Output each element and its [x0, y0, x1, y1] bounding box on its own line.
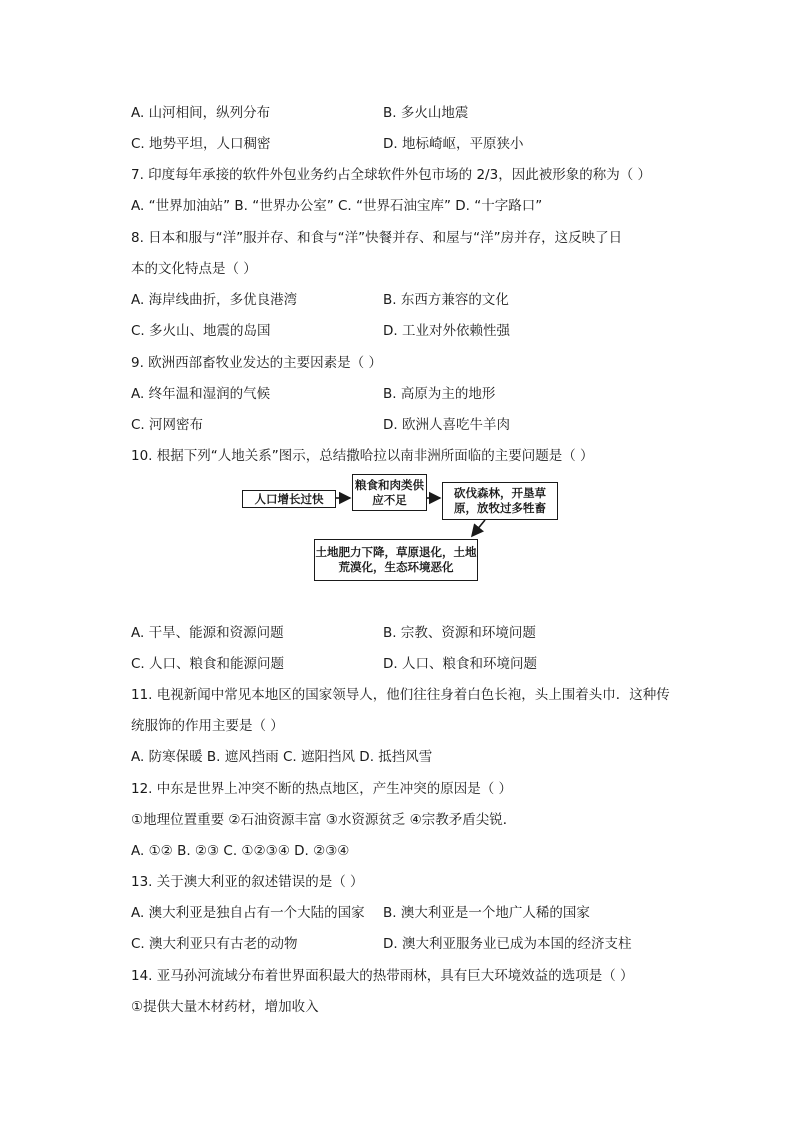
human-land-relationship-diagram [240, 474, 560, 586]
q13-stem: 13. 关于澳大利亚的叙述错误的是（ ） [131, 874, 364, 890]
q9-option-a: A. 终年温和湿润的气候 [131, 386, 271, 402]
q13-option-c: C. 澳大利亚只有古老的动物 [131, 936, 298, 952]
diagram-box-degradation: 土地肥力下降，草原退化，土地荒漠化，生态环境恶化 [314, 539, 478, 581]
q13-option-b: B. 澳大利亚是一个地广人稀的国家 [383, 905, 590, 921]
q8-option-d: D. 工业对外依赖性强 [383, 323, 510, 339]
q8-stem-cont: 本的文化特点是（ ） [131, 261, 257, 277]
q10-option-a: A. 干旱、能源和资源问题 [131, 625, 284, 641]
q10-stem: 10. 根据下列“人地关系”图示，总结撒哈拉以南非洲所面临的主要问题是（ ） [131, 448, 594, 464]
q6-option-b: B. 多火山地震 [383, 105, 469, 121]
q14-stem: 14. 亚马孙河流域分布着世界面积最大的热带雨林，具有巨大环境效益的选项是（ ） [131, 968, 634, 984]
q9-stem: 9. 欧洲西部畜牧业发达的主要因素是（ ） [131, 355, 382, 371]
q13-option-d: D. 澳大利亚服务业已成为本国的经济支柱 [383, 936, 632, 952]
q6-option-d: D. 地标崎岖，平原狭小 [383, 136, 524, 152]
q10-option-c: C. 人口、粮食和能源问题 [131, 656, 285, 672]
q11-stem-cont: 统服饰的作用主要是（ ） [131, 718, 284, 734]
q7-stem: 7. 印度每年承接的软件外包业务约占全球软件外包市场的 2/3，因此被形象的称为（ ） [131, 167, 651, 183]
q8-option-a: A. 海岸线曲折，多优良港湾 [131, 292, 298, 308]
q8-option-c: C. 多火山、地震的岛国 [131, 323, 271, 339]
q12-options: A. ①② B. ②③ C. ①②③④ D. ②③④ [131, 843, 350, 859]
q11-stem: 11. 电视新闻中常见本地区的国家领导人，他们往往身着白色长袍，头上围着头巾．这种传 [131, 687, 670, 703]
q10-option-d: D. 人口、粮食和环境问题 [383, 656, 537, 672]
q6-option-a: A. 山河相间，纵列分布 [131, 105, 271, 121]
q8-stem: 8. 日本和服与“洋”服并存、和食与“洋”快餐并存、和屋与“洋”房并存，这反映了日 [131, 230, 623, 246]
q12-stem: 12. 中东是世界上冲突不断的热点地区，产生冲突的原因是（ ） [131, 781, 513, 797]
q12-statements: ①地理位置重要 ②石油资源丰富 ③水资源贫乏 ④宗教矛盾尖锐． [131, 812, 517, 828]
q8-option-b: B. 东西方兼容的文化 [383, 292, 509, 308]
q13-option-a: A. 澳大利亚是独自占有一个大陆的国家 [131, 905, 365, 921]
q9-option-d: D. 欧洲人喜吃牛羊肉 [383, 417, 510, 433]
diagram-box-population: 人口增长过快 [242, 490, 336, 508]
q9-option-c: C. 河网密布 [131, 417, 204, 433]
q9-option-b: B. 高原为主的地形 [383, 386, 496, 402]
q11-options: A. 防寒保暖 B. 遮风挡雨 C. 遮阳挡风 D. 抵挡风雪 [131, 749, 433, 765]
q14-statement-1: ①提供大量木材药材，增加收入 [131, 999, 319, 1015]
q10-option-b: B. 宗教、资源和环境问题 [383, 625, 536, 641]
q7-options: A. “世界加油站” B. “世界办公室” C. “世界石油宝库” D. “十字路口” [131, 198, 543, 214]
q6-option-c: C. 地势平坦，人口稠密 [131, 136, 271, 152]
diagram-box-deforestation: 砍伐森林，开垦草原，放牧过多牲畜 [442, 482, 558, 520]
diagram-box-food-shortage: 粮食和肉类供应不足 [352, 474, 427, 511]
